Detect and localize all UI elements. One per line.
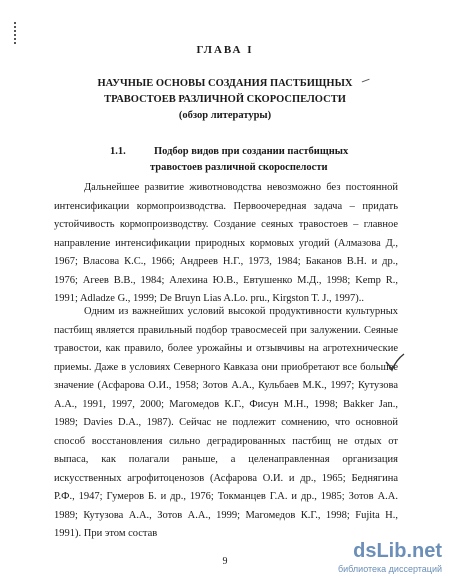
body-paragraph-1 — [54, 179, 398, 309]
chapter-title-line-2: ТРАВОСТОЕВ РАЗЛИЧНОЙ СКОРОСПЕЛОСТИ — [104, 94, 346, 105]
watermark-logo: dsLib.net — [353, 540, 442, 562]
chapter-title — [60, 76, 390, 108]
watermark — [334, 540, 442, 576]
paragraph-text: Дальнейшее развитие животноводства невозможно без постоянной интенсификации кормопроизводства. Первоочередная задача – придать устойчивость кормопроизводству. Создание сеяных травостоев – главное направление интенсификации природных кормовых угодий (Алмазова Д., 1967; Власова К.С., 1966; Андреев Н.Г., 1973, 1984; Баканов В.Н. и др., 1976; Агеев В.В., 1984; Алехина Ю.В., Евтушенко М.Д., 1998; Kemp R., 1991; Adladze G., 1999; De Bruyn Lias A.Lo. pru., Kirgston T. J., 1997).. — [54, 182, 398, 304]
watermark-caption: библиотека диссертаций — [337, 564, 442, 574]
chapter-subtitle: (обзор литературы) — [178, 110, 272, 121]
paragraph-text: Одним из важнейших условий высокой продуктивности культурных пастбищ является правильный подбор травосмесей при залужении. Сеяные травостои, как правило, более урожайны и отзывчивы на агротехнические приемы. Даже в условиях Северного Кавказа они приобретают все большее значение (Асфарова О.И., 1958; Зотов А.А., Кульбаев М.К., 1997; Кутузова А.А., 1991, 1997, 2000; Магомедов К.Г., Фисун М.Н., 1998; Bakker Jan., 1989; Davies D.A., 1987). Сейчас не подлежит сомнению, что основной способ восстановления сильно деградированных пастбищ не отдых от выпаса, как полагали раньше, а целенаправленная организация искусственных агрофитоценозов (Асфарова О.И. и др., 1965; Беднягина Р.Ф., 1947; Гумеров Б. и др., 1976; Токманцев Г.А. и др., 1985; Зотов А.А. 1989; Кутузова А.А., Зотов А.А., 1999; Магомедов К.Г., 1998; Fujita H., 1991). При этом состав — [54, 306, 398, 539]
section-title-line-2: травостоев различной скороспелости — [150, 162, 328, 173]
section-number: 1.1. — [110, 146, 126, 157]
margin-dots — [14, 22, 20, 46]
chapter-title-line-1: НАУЧНЫЕ ОСНОВЫ СОЗДАНИЯ ПАСТБИЩНЫХ — [97, 78, 353, 89]
body-paragraph-2 — [54, 303, 398, 544]
section-title-line-1: Подбор видов при создании пастбищных — [154, 146, 349, 157]
checkmark-icon — [384, 352, 406, 372]
page-number: 9 — [222, 556, 228, 567]
chapter-heading: ГЛАВА I — [196, 44, 254, 56]
